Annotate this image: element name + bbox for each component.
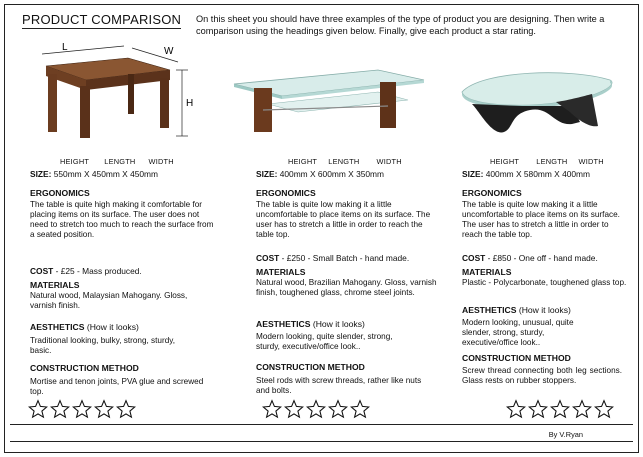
dim-height: HEIGHT: [60, 157, 90, 166]
ergonomics-text: The table is quite high making it comfortable for placing items on its surface. The user does not need to stretch too much to reach the surface from a seated position.: [30, 200, 214, 239]
black-leg: [472, 104, 580, 132]
aesthetics-sub: (How it looks): [518, 305, 571, 315]
star-icon[interactable]: [328, 399, 348, 419]
ergonomics-heading: ERGONOMICS: [30, 188, 90, 198]
size-label: SIZE:: [256, 169, 278, 179]
dim-length: LENGTH: [328, 157, 360, 166]
footer-rule-top: [10, 424, 633, 425]
ergonomics-text: The table is quite low making it a little uncomfortable to place items on its surface. The user has to stretch a little in order to reach the table top.: [256, 200, 431, 239]
construction-heading: CONSTRUCTION METHOD: [462, 353, 571, 363]
aesthetics-sub: (How it looks): [86, 322, 139, 332]
dim-width: WIDTH: [148, 157, 174, 166]
cost-value: - £250 - Small Batch - hand made.: [279, 253, 410, 263]
cost-line: [462, 253, 598, 263]
cost-line: [256, 253, 409, 263]
dim-width: WIDTH: [578, 157, 604, 166]
glass-table-illustration: [228, 66, 428, 146]
materials-text: Natural wood, Malaysian Mahogany. Gloss, varnish finish.: [30, 291, 188, 310]
aesthetics-text: Traditional looking, bulky, strong, sturdy, basic.: [30, 336, 176, 355]
noguchi-table-illustration: [452, 66, 622, 146]
materials-heading: MATERIALS: [256, 267, 306, 277]
dim-width: WIDTH: [376, 157, 402, 166]
star-icon[interactable]: [528, 399, 548, 419]
size-label: SIZE:: [30, 169, 52, 179]
cost-label: COST: [30, 266, 54, 276]
aesthetics-heading: [462, 305, 571, 315]
materials-text: Plastic - Polycarbonate, toughened glass top.: [462, 278, 627, 287]
star-icon[interactable]: [350, 399, 370, 419]
star-icon[interactable]: [94, 399, 114, 419]
page-title: PRODUCT COMPARISON: [22, 12, 182, 27]
height-label: H: [186, 98, 194, 109]
materials-text: Natural wood, Brazilian Mahogany. Gloss, varnish finish, toughened glass, chrome steel joints.: [256, 278, 437, 297]
materials-heading: MATERIALS: [30, 280, 80, 290]
star-rating[interactable]: [506, 399, 614, 419]
star-icon[interactable]: [116, 399, 136, 419]
cost-line: [30, 266, 142, 276]
wood-leg-panel: [380, 82, 396, 128]
star-icon[interactable]: [284, 399, 304, 419]
aesthetics-sub: (How it looks): [312, 319, 365, 329]
star-icon[interactable]: [572, 399, 592, 419]
wood-table-leg: [160, 78, 169, 128]
star-icon[interactable]: [506, 399, 526, 419]
size-value: 400mm X 600mm X 350mm: [279, 169, 384, 179]
ergonomics-heading: ERGONOMICS: [256, 188, 316, 198]
aesthetics-text: Modern looking, unusual, quite slender, strong, sturdy, executive/office look..: [462, 318, 574, 347]
length-label: L: [62, 42, 68, 53]
ergonomics-heading: ERGONOMICS: [462, 188, 522, 198]
construction-text: Steel rods with screw threads, rather like nuts and bolts.: [256, 376, 422, 395]
construction-heading: CONSTRUCTION METHOD: [256, 362, 365, 372]
star-icon[interactable]: [50, 399, 70, 419]
footer-rule-bottom: [10, 441, 633, 442]
aesthetics-heading: [30, 322, 139, 332]
star-icon[interactable]: [28, 399, 48, 419]
ergonomics-text: The table is quite low making it a little uncomfortable to place items on its surface. The user has to stretch a little in order to reach the table top.: [462, 200, 620, 239]
cost-label: COST: [256, 253, 280, 263]
cost-value: - £25 - Mass produced.: [53, 266, 142, 276]
size-line: [256, 169, 384, 179]
dim-height: HEIGHT: [288, 157, 318, 166]
size-line: [462, 169, 590, 179]
dims-row: [288, 157, 402, 166]
cost-label: COST: [462, 253, 486, 263]
aesthetics-heading: [256, 319, 365, 329]
wood-table-leg: [128, 74, 134, 114]
size-label: SIZE:: [462, 169, 484, 179]
construction-text: Mortise and tenon joints, PVA glue and screwed top.: [30, 377, 204, 396]
aesthetics-text: Modern looking, quite slender, strong, sturdy, executive/office look..: [256, 332, 393, 351]
materials-heading: MATERIALS: [462, 267, 512, 277]
dim-height: HEIGHT: [490, 157, 520, 166]
author-credit: By V.Ryan: [548, 430, 583, 439]
star-icon[interactable]: [72, 399, 92, 419]
construction-heading: CONSTRUCTION METHOD: [30, 363, 139, 373]
star-rating[interactable]: [28, 399, 136, 419]
dim-length: LENGTH: [536, 157, 568, 166]
star-icon[interactable]: [262, 399, 282, 419]
cost-value: - £850 - One off - hand made.: [485, 253, 598, 263]
dims-row: [490, 157, 604, 166]
width-label: W: [164, 46, 174, 57]
intro-text: On this sheet you should have three examples of the type of product you are designing. Then write a comparison using the headings given below. Finally, give each product a star rating.: [196, 14, 605, 36]
star-icon[interactable]: [550, 399, 570, 419]
wood-table-leg: [48, 74, 57, 132]
dims-row: [60, 157, 174, 166]
wooden-table-illustration: [28, 40, 198, 145]
aesthetics-label: AESTHETICS: [30, 322, 85, 332]
dim-length: LENGTH: [104, 157, 136, 166]
size-value: 400mm X 580mm X 400mm: [485, 169, 590, 179]
wood-table-leg: [80, 86, 90, 138]
star-icon[interactable]: [306, 399, 326, 419]
star-icon[interactable]: [594, 399, 614, 419]
aesthetics-label: AESTHETICS: [256, 319, 311, 329]
size-line: [30, 169, 158, 179]
construction-text: Screw thread connecting both leg sections. Glass rests on rubber stoppers.: [462, 366, 622, 385]
aesthetics-label: AESTHETICS: [462, 305, 517, 315]
star-rating[interactable]: [262, 399, 370, 419]
size-value: 550mm X 450mm X 450mm: [53, 169, 158, 179]
